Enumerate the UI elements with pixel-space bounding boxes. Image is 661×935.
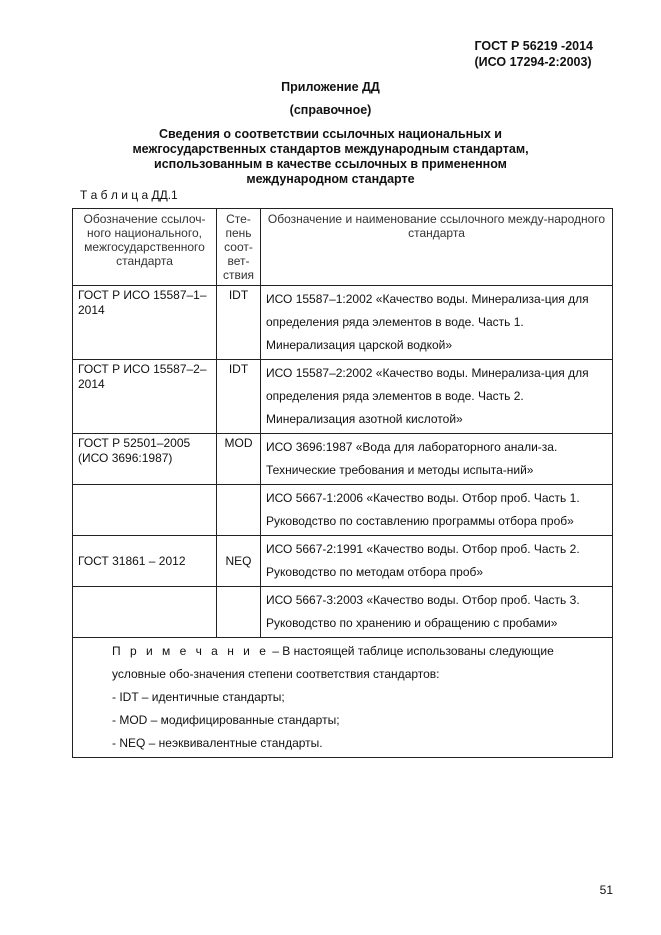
international-standard-ref: ИСО 5667-3:2003 «Качество воды. Отбор проб. Часть 3. Руководство по хранению и обращению с пробами»	[261, 587, 613, 638]
empty-cell	[217, 485, 261, 536]
header-degree: Сте-пень соот-вет-ствия	[217, 209, 261, 286]
standard-iso-number: (ИСО 17294-2:2003)	[474, 55, 592, 69]
table-label: Т а б л и ц а ДД.1	[80, 188, 178, 202]
appendix-kind: (справочное)	[289, 103, 372, 117]
note-label: П р и м е ч а н и е	[112, 644, 269, 658]
table-note	[73, 638, 613, 758]
national-standard-code: ГОСТ Р ИСО 15587–2–2014	[73, 360, 217, 434]
note-item: - NEQ – неэквивалентные стандарты.	[112, 736, 323, 750]
international-standard-ref: ИСО 5667-2:1991 «Качество воды. Отбор проб. Часть 2. Руководство по методам отбора проб»	[261, 536, 613, 587]
table-header-row	[73, 209, 613, 286]
note-item: - IDT – идентичные стандарты;	[112, 690, 285, 704]
correspondence-table	[72, 208, 613, 758]
empty-cell	[73, 485, 217, 536]
international-standard-ref: ИСО 5667-1:2006 «Качество воды. Отбор проб. Часть 1. Руководство по составлению программы отбора проб»	[261, 485, 613, 536]
table-row	[73, 485, 613, 536]
appendix-title: Приложение ДД	[281, 80, 380, 94]
table-row	[73, 536, 613, 587]
heading-line: межгосударственных стандартов международным стандартам,	[132, 142, 529, 156]
page-number: 51	[599, 883, 613, 897]
table-note-row	[73, 638, 613, 758]
international-standard-ref: ИСО 15587–2:2002 «Качество воды. Минерализа-ция для определения ряда элементов в воде. Часть 2. Минерализация азотной кислотой»	[261, 360, 613, 434]
document-header	[475, 38, 593, 70]
table-row	[73, 360, 613, 434]
degree-badge: MOD	[217, 434, 261, 485]
heading-line: международном стандарте	[246, 172, 415, 186]
note-item: - MOD – модифицированные стандарты;	[112, 713, 340, 727]
table-row	[73, 587, 613, 638]
note-text: – В настоящей таблице использованы следующие условные обо-значения степени соответствия стандартов:	[112, 644, 554, 681]
table-row	[73, 434, 613, 485]
degree-badge: IDT	[217, 360, 261, 434]
national-standard-code: ГОСТ 31861 – 2012	[73, 536, 217, 587]
degree-badge: NEQ	[217, 536, 261, 587]
national-standard-code: ГОСТ Р 52501–2005 (ИСО 3696:1987)	[73, 434, 217, 485]
header-international-standard: Обозначение и наименование ссылочного между-народного стандарта	[261, 209, 613, 286]
international-standard-ref: ИСО 15587–1:2002 «Качество воды. Минерализа-ция для определения ряда элементов в воде. Часть 1. Минерализация царской водкой»	[261, 286, 613, 360]
degree-badge: IDT	[217, 286, 261, 360]
heading-line: использованным в качестве ссылочных в примененном	[154, 157, 507, 171]
heading-line: Сведения о соответствии ссылочных национальных и	[159, 127, 502, 141]
empty-cell	[73, 587, 217, 638]
national-standard-code: ГОСТ Р ИСО 15587–1–2014	[73, 286, 217, 360]
table-row	[73, 286, 613, 360]
international-standard-ref: ИСО 3696:1987 «Вода для лабораторного анали-за. Технические требования и методы испыта-ний»	[261, 434, 613, 485]
empty-cell	[217, 587, 261, 638]
standard-number: ГОСТ Р 56219 -2014	[474, 39, 593, 53]
appendix-heading	[0, 127, 661, 187]
header-national-standard: Обозначение ссылоч-ного национального, межгосударственного стандарта	[73, 209, 217, 286]
note-body	[78, 640, 607, 686]
